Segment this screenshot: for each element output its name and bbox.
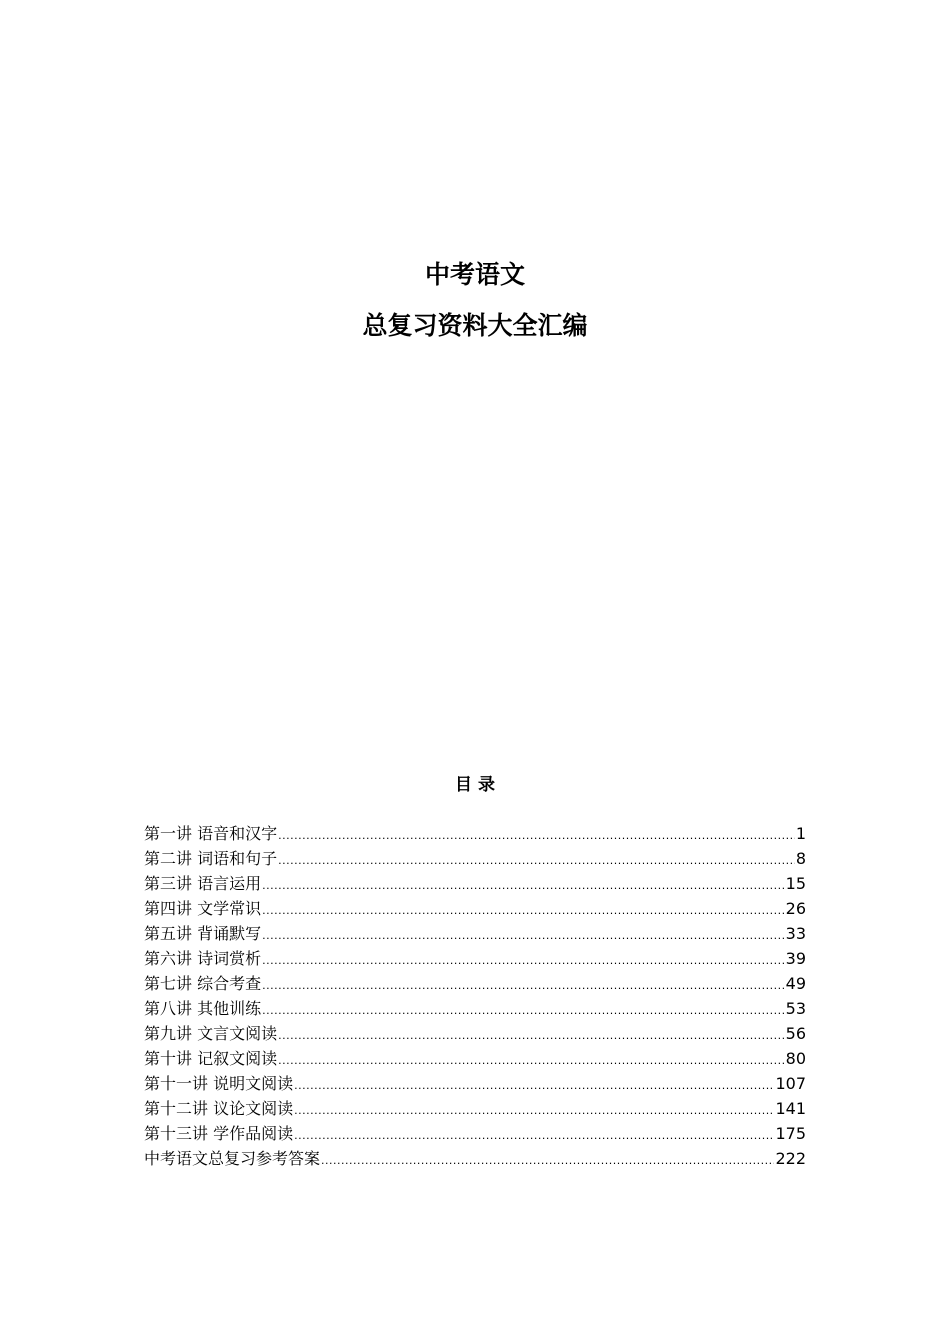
toc-dot-leader [278,1023,785,1048]
toc-entry-page: 175 [775,1124,806,1143]
toc-entry-label: 第十讲 记叙文阅读 [144,1049,278,1068]
toc-entry-label: 第八讲 其他训练 [144,999,262,1018]
toc-entry-label: 中考语文总复习参考答案 [144,1149,321,1168]
toc-entry[interactable] [144,946,806,971]
document-subtitle: 总复习资料大全汇编 [362,311,588,340]
toc-entry-label: 第一讲 语音和汉字 [144,824,278,843]
toc-dot-leader [262,948,785,973]
toc-entry-page: 107 [775,1074,806,1093]
toc-dot-leader [262,923,785,948]
toc-dot-leader [294,1098,774,1123]
toc-entry-page: 53 [785,999,806,1018]
toc-entry[interactable] [144,1146,806,1171]
toc-entry[interactable] [144,996,806,1021]
toc-dot-leader [278,823,795,848]
toc-entry[interactable] [144,821,806,846]
toc-entry-label: 第十一讲 说明文阅读 [144,1074,294,1093]
toc-entry-page: 8 [795,849,806,868]
toc-entry-page: 49 [785,974,806,993]
table-of-contents [144,821,806,1171]
toc-heading: 目 录 [455,775,495,795]
toc-entry[interactable] [144,921,806,946]
toc-entry-label: 第二讲 词语和句子 [144,849,278,868]
toc-entry-label: 第四讲 文学常识 [144,899,262,918]
toc-dot-leader [294,1123,774,1148]
toc-entry-label: 第三讲 语言运用 [144,874,262,893]
toc-entry-page: 15 [785,874,806,893]
toc-entry[interactable] [144,871,806,896]
toc-dot-leader [321,1148,774,1173]
toc-dot-leader [262,973,785,998]
toc-entry-label: 第五讲 背诵默写 [144,924,262,943]
toc-dot-leader [262,998,785,1023]
toc-entry[interactable] [144,1096,806,1121]
toc-entry[interactable] [144,1021,806,1046]
document-title: 中考语文 [424,260,525,289]
toc-entry[interactable] [144,1121,806,1146]
toc-entry-page: 33 [785,924,806,943]
toc-entry-label: 第七讲 综合考查 [144,974,262,993]
toc-entry-label: 第十三讲 学作品阅读 [144,1124,294,1143]
toc-entry-page: 80 [785,1049,806,1068]
toc-entry-label: 第六讲 诗词赏析 [144,949,262,968]
toc-entry[interactable] [144,1071,806,1096]
toc-dot-leader [278,848,795,873]
toc-dot-leader [262,898,785,923]
toc-dot-leader [262,873,785,898]
toc-entry-page: 1 [795,824,806,843]
toc-entry[interactable] [144,1046,806,1071]
toc-dot-leader [294,1073,774,1098]
toc-entry-page: 39 [785,949,806,968]
toc-entry-page: 56 [785,1024,806,1043]
toc-entry-page: 141 [775,1099,806,1118]
toc-entry[interactable] [144,896,806,921]
toc-entry[interactable] [144,846,806,871]
toc-entry-page: 222 [775,1149,806,1168]
toc-entry-label: 第十二讲 议论文阅读 [144,1099,294,1118]
toc-dot-leader [278,1048,785,1073]
toc-entry[interactable] [144,971,806,996]
toc-entry-page: 26 [785,899,806,918]
toc-entry-label: 第九讲 文言文阅读 [144,1024,278,1043]
